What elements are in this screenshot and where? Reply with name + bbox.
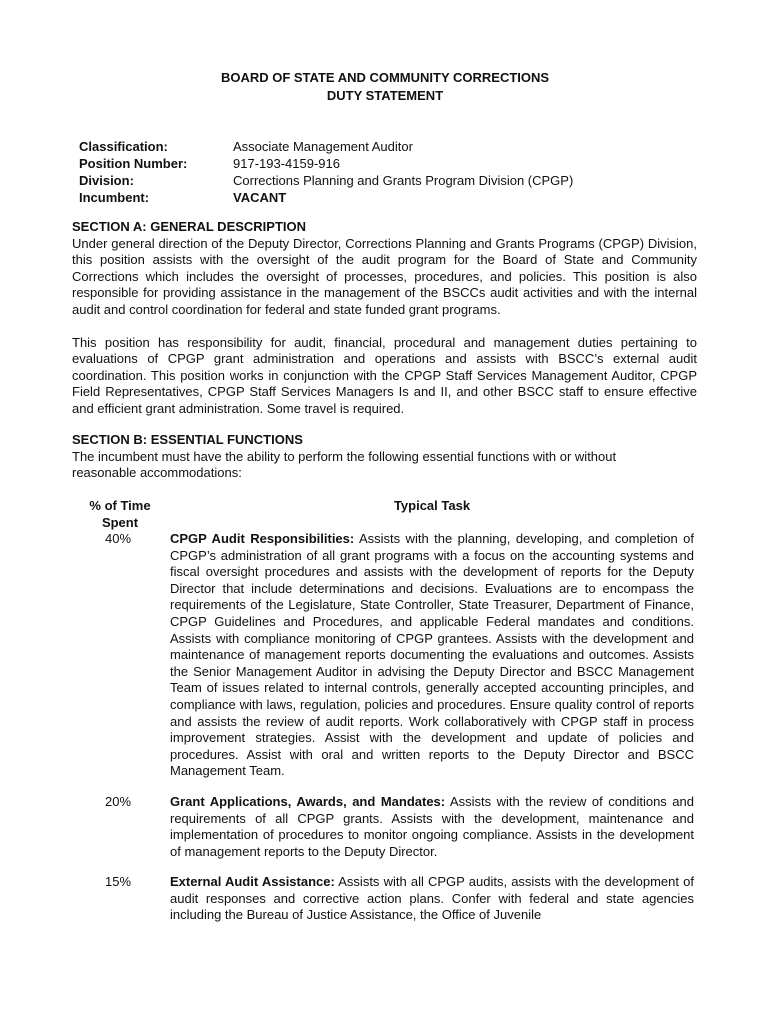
task-percent: 20% <box>104 794 132 809</box>
column-header-time: % of Time Spent <box>89 498 151 530</box>
task-body: Assists with the planning, developing, and completion of CPGP’s administration of all grant programs with a focus on the accounting systems and fiscal oversight procedures and assists with the development of reports for the Deputy Director that include determinations and decisions. Evaluations are to encompass the requirements of the Legislature, State Controller, State Treasurer, Department of Finance, CPGP Guidelines and Procedures, and applicable Federal mandates and conditions. Assists with compliance monitoring of CPGP grantees. Assists with the development and maintenance of management reports documenting the evaluations and outcomes. Assists the Senior Management Auditor in advising the Deputy Director and BSCC Management Team of issues related to internal controls, generally accepted accounting principles, and compliance with laws, regulation, policies and procedures. Ensure quality control of reports and assists the review of audit reports. Work collaboratively with CPGP staff in process improvement strategies. Assist with the development and update of policies and procedures. Assist with oral and written reports to the Deputy Director and BSCC Management Team. <box>170 531 695 779</box>
info-row-incumbent <box>79 189 719 206</box>
section-a-paragraph-1: Under general direction of the Deputy Director, Corrections Planning and Grants Programs (CPGP) Division, this position assists with the oversight of the audit program for the Board of State and Community Corrections which includes the oversight of processes, procedures, and policies. This position is also responsible for providing assistance in the management of the BSCCs audit activities and with the internal audit and control coordination for federal and state funded grant programs. <box>72 235 697 317</box>
info-label: Classification: <box>79 139 168 154</box>
section-a <box>72 219 697 418</box>
task-description <box>170 794 694 860</box>
section-b-heading: SECTION B: ESSENTIAL FUNCTIONS <box>72 432 303 447</box>
info-row-position-number <box>79 155 719 172</box>
section-b <box>72 432 697 482</box>
task-title: External Audit Assistance: <box>170 874 335 889</box>
document-title: BOARD OF STATE AND COMMUNITY CORRECTIONS <box>220 70 550 85</box>
task-description <box>170 531 694 780</box>
task-title: Grant Applications, Awards, and Mandates: <box>170 794 446 809</box>
document-subtitle: DUTY STATEMENT <box>326 88 444 103</box>
info-value: 917-193-4159-916 <box>233 156 340 171</box>
task-percent: 15% <box>104 874 132 889</box>
section-a-paragraph-2: This position has responsibility for audit, financial, procedural and management duties pertaining to evaluations of CPGP grant administration and operations and assists with BSCC’s external audit coordination. This position works in conjunction with the CPGP Staff Services Management Auditor, CPGP Field Representatives, CPGP Staff Services Managers Is and II, and other BSCC staff to ensure effective and efficient grant administration. Some travel is required. <box>72 334 697 416</box>
task-description <box>170 874 694 924</box>
info-label: Incumbent: <box>79 190 150 205</box>
task-percent: 40% <box>104 531 132 546</box>
section-a-heading: SECTION A: GENERAL DESCRIPTION <box>72 219 307 234</box>
section-b-intro: The incumbent must have the ability to perform the following essential functions with or without reasonable accommodations: <box>72 448 617 481</box>
info-label: Position Number: <box>79 156 188 171</box>
position-info-block <box>79 138 719 206</box>
info-label: Division: <box>79 173 134 188</box>
info-value: VACANT <box>233 190 287 205</box>
info-value: Corrections Planning and Grants Program Division (CPGP) <box>233 173 574 188</box>
info-row-division <box>79 172 719 189</box>
info-row-classification <box>79 138 719 155</box>
column-header-task: Typical Task <box>393 498 471 513</box>
info-value: Associate Management Auditor <box>233 139 413 154</box>
task-body: Assists with the review of conditions and requirements of all CPGP grants. Assists with the development, maintenance and implementation of procedures to monitor ongoing compliance. Assists in the development of management reports to the Deputy Director. <box>170 794 695 859</box>
task-title: CPGP Audit Responsibilities: <box>170 531 355 546</box>
task-body: Assists with all CPGP audits, assists with the development of audit responses and corrective action plans. Confer with federal and state agencies including the Bureau of Justice Assistance, the Office of Juvenile <box>170 874 694 923</box>
